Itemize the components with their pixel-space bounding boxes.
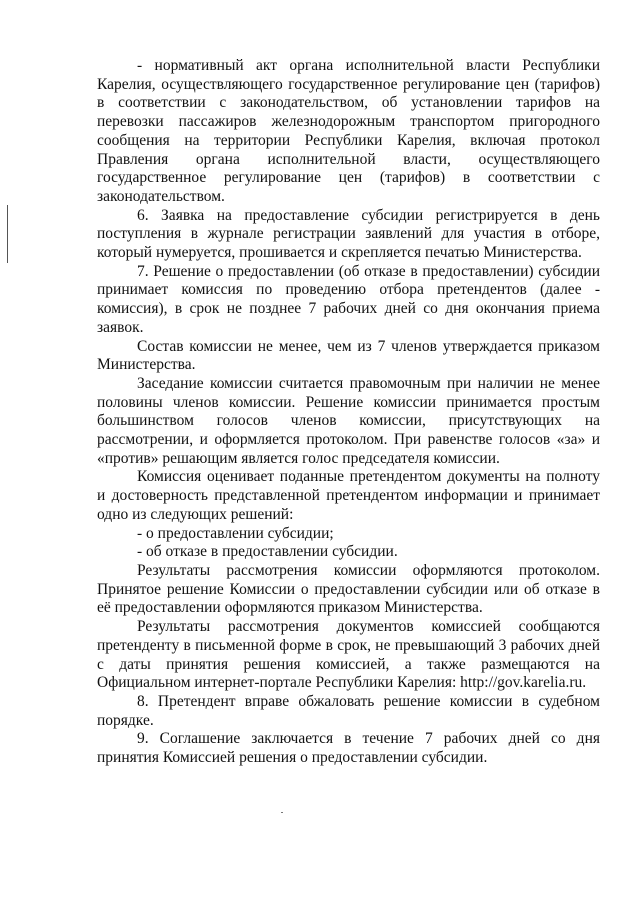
paragraph-commission-meeting: Заседание комиссии считается правомочным при наличии не менее половины членов комиссии. Решение комиссии принимается простым большинством голосов членов комиссии, присутствующих на рассмотрении, и оформляется протоколом. При равенстве голосов «за» и «против» решающим является голос председателя комиссии. (97, 374, 600, 467)
paragraph-commission-evaluation: Комиссия оценивает поданные претендентом документы на полноту и достоверность представленной претендентом информации и принимает одно из следующих решений: (97, 468, 600, 523)
paragraph-7: 7. Решение о предоставлении (об отказе в предоставлении) субсидии принимает комиссия по проведению отбора претендентов (далее - комиссия), в срок не позднее 7 рабочих дней со дня окончания приема заявок. (97, 262, 600, 336)
paragraph-6: 6. Заявка на предоставление субсидии регистрируется в день поступления в журнале регистрации заявлений для участия в отборе, который нумеруется, прошивается и скрепляется печатью Министерства. (97, 206, 600, 262)
scan-dot-mark (281, 812, 283, 813)
paragraph-commission-composition: Состав комиссии не менее, чем из 7 членов утверждается приказом Министерства. (97, 337, 600, 374)
document-body (97, 57, 600, 768)
paragraph-results-notification: Результаты рассмотрения документов комиссией сообщаются претенденту в письменной форме в срок, не превышающий 3 рабочих дней с даты принятия решения комиссией, а также размещаются на Официальном интернет-портале Республики Карелия: http://gov.karelia.ru. (97, 618, 600, 692)
paragraph-normative-act: - нормативный акт органа исполнительной власти Республики Карелия, осуществляющего государственное регулирование цен (тарифов) в соответствии с законодательством, об установлении тарифов на перевозки пассажиров железнодорожным транспортом пригородного сообщения на территории Республики Карелия, включая протокол Правления органа исполнительной власти, осуществляющего государственное регулирование цен (тарифов) в соответствии с законодательством. (97, 57, 600, 205)
scan-margin-mark (7, 205, 8, 263)
list-item-refusal: - об отказе в предоставлении субсидии. (137, 543, 398, 561)
paragraph-review-results: Результаты рассмотрения комиссии оформляются протоколом. Принятое решение Комиссии о предоставлении субсидии или об отказе в её предоставлении оформляются приказом Министерства. (97, 561, 600, 617)
list-item-grant: - о предоставлении субсидии; (137, 524, 334, 542)
paragraph-9: 9. Соглашение заключается в течение 7 рабочих дней со дня принятия Комиссией решения о предоставлении субсидии. (97, 730, 600, 767)
paragraph-8: 8. Претендент вправе обжаловать решение комиссии в судебном порядке. (97, 692, 600, 729)
